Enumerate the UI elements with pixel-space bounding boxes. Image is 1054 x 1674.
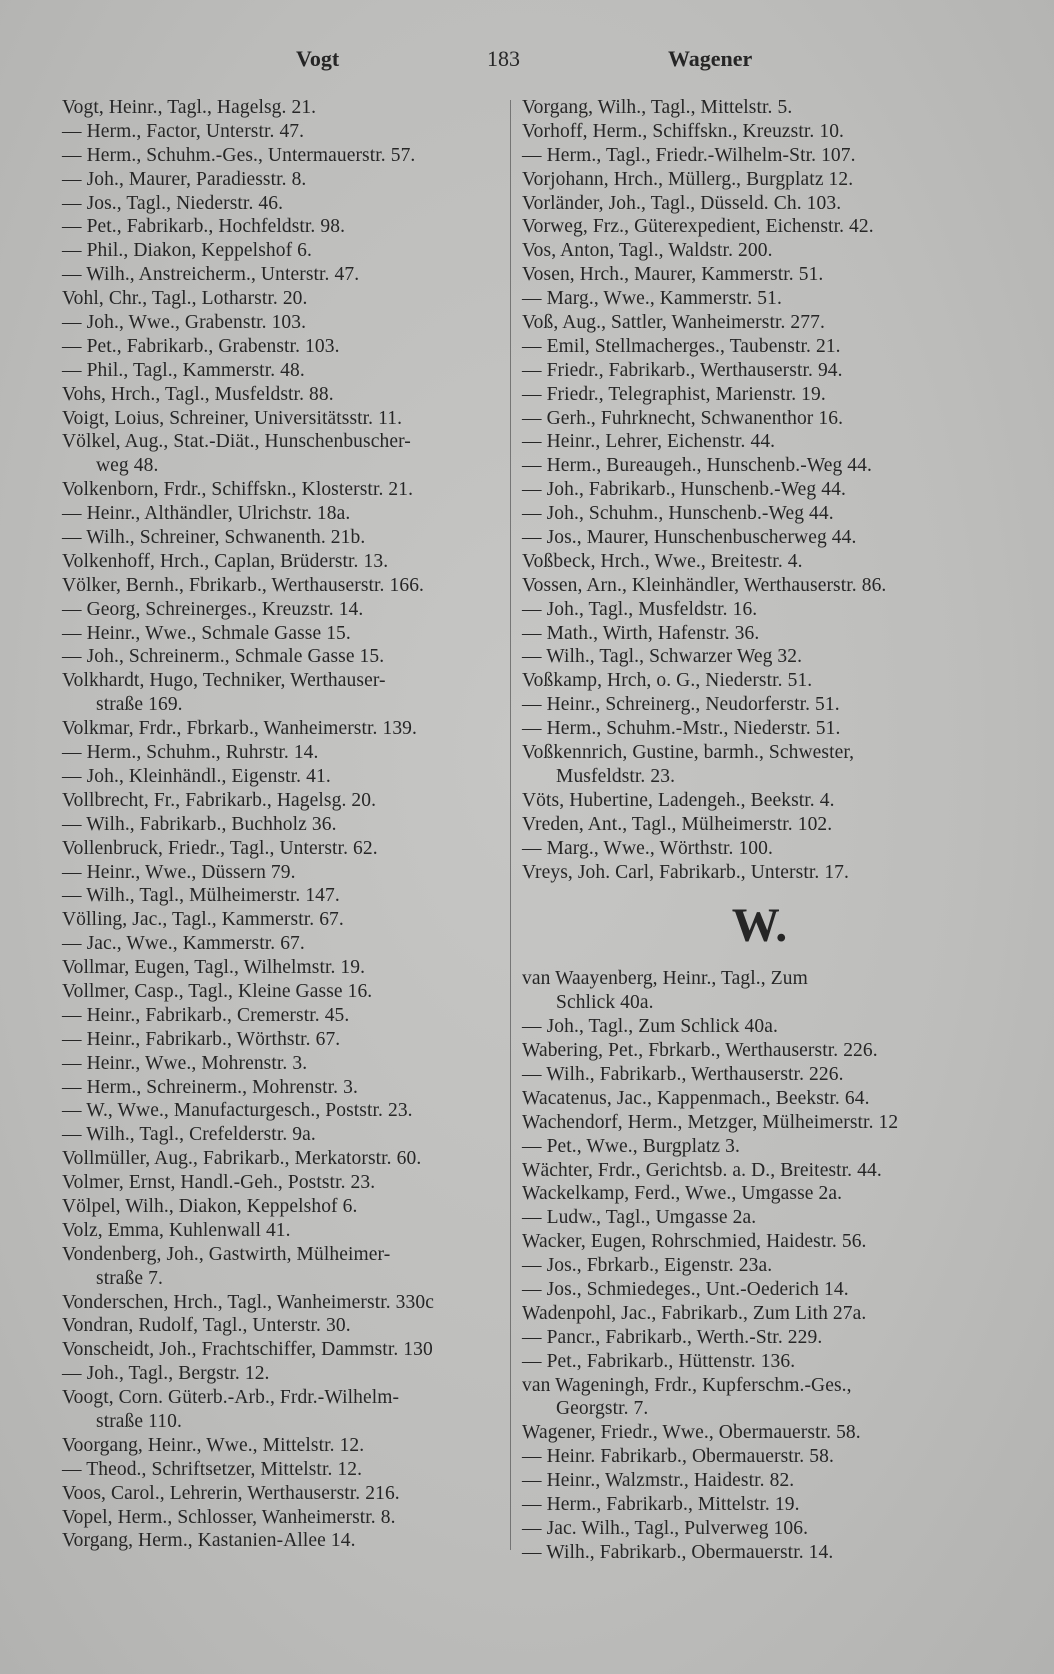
directory-entry: Vosen, Hrch., Maurer, Kammerstr. 51.	[522, 264, 824, 286]
directory-entry: Vollenbruck, Friedr., Tagl., Unterstr. 62.	[62, 837, 378, 859]
directory-entry: Vossen, Arn., Kleinhändler, Werthauserstr. 86.	[522, 574, 887, 596]
directory-entry: — Herm., Tagl., Friedr.-Wilhelm-Str. 107.	[522, 144, 856, 166]
directory-entry: — Pet., Fabrikarb., Grabenstr. 103.	[62, 335, 340, 357]
directory-entry: — Jac., Wwe., Kammerstr. 67.	[62, 933, 305, 955]
directory-entry: — Wilh., Tagl., Schwarzer Weg 32.	[522, 646, 803, 668]
directory-entry: Vohl, Chr., Tagl., Lotharstr. 20.	[62, 288, 308, 310]
directory-entry: — Herm., Bureaugeh., Hunschenb.-Weg 44.	[522, 455, 872, 477]
directory-entry: — Jac. Wilh., Tagl., Pulverweg 106.	[522, 1517, 809, 1539]
directory-entry: Wacatenus, Jac., Kappenmach., Beekstr. 64.	[522, 1087, 870, 1109]
directory-entry: Wabering, Pet., Fbrkarb., Werthauserstr. 226.	[522, 1040, 878, 1062]
directory-entry: Völling, Jac., Tagl., Kammerstr. 67.	[62, 909, 344, 931]
directory-entry: Voß, Aug., Sattler, Wanheimerstr. 277.	[522, 312, 825, 334]
directory-entry: — Herm., Schuhm.-Ges., Untermauerstr. 57.	[62, 144, 416, 166]
directory-entry: Vos, Anton, Tagl., Waldstr. 200.	[522, 240, 773, 262]
directory-entry: Voigt, Loius, Schreiner, Universitätsstr. 11.	[62, 407, 403, 429]
directory-entry: van Wageningh, Frdr., Kupferschm.-Ges.,	[522, 1374, 852, 1396]
directory-entry: — Heinr., Wwe., Mohrenstr. 3.	[62, 1052, 308, 1074]
directory-entry: Wachendorf, Herm., Metzger, Mülheimerstr. 12	[522, 1111, 899, 1133]
entry-continuation: straße 169.	[96, 694, 183, 716]
directory-entry: Völkel, Aug., Stat.-Diät., Hunschenbuscher-	[62, 431, 411, 453]
directory-entry: — Herm., Fabrikarb., Mittelstr. 19.	[522, 1493, 800, 1515]
running-head-right: Wagener	[668, 46, 753, 71]
directory-entry: — Jos., Fbrkarb., Eigenstr. 23a.	[522, 1255, 773, 1277]
section-heading: W.	[731, 899, 788, 953]
directory-entry: — Joh., Schreinerm., Schmale Gasse 15.	[62, 646, 385, 668]
directory-entry: — Joh., Fabrikarb., Hunschenb.-Weg 44.	[522, 479, 846, 501]
directory-entry: — Jos., Tagl., Niederstr. 46.	[62, 192, 284, 214]
directory-entry: — Joh., Maurer, Paradiesstr. 8.	[62, 168, 307, 190]
directory-entry: Wächter, Frdr., Gerichtsb. a. D., Breitestr. 44.	[522, 1159, 882, 1181]
directory-entry: — Heinr., Fabrikarb., Cremerstr. 45.	[62, 1004, 350, 1026]
directory-entry: — Joh., Schuhm., Hunschenb.-Weg 44.	[522, 503, 834, 525]
directory-entry: Vorhoff, Herm., Schiffskn., Kreuzstr. 10.	[522, 120, 845, 142]
directory-entry: Volkenborn, Frdr., Schiffskn., Klosterstr. 21.	[62, 479, 414, 501]
directory-entry: Wackelkamp, Ferd., Wwe., Umgasse 2a.	[522, 1183, 843, 1205]
directory-entry: — Pet., Fabrikarb., Hochfeldstr. 98.	[62, 216, 346, 238]
directory-entry: Voßbeck, Hrch., Wwe., Breitestr. 4.	[522, 550, 803, 572]
directory-entry: Volz, Emma, Kuhlenwall 41.	[62, 1219, 291, 1241]
directory-entry: Vorjohann, Hrch., Müllerg., Burgplatz 12.	[522, 168, 854, 190]
directory-entry: — Ludw., Tagl., Umgasse 2a.	[522, 1207, 757, 1229]
directory-entry: — Wilh., Anstreicherm., Unterstr. 47.	[62, 264, 360, 286]
directory-entry: — Joh., Tagl., Zum Schlick 40a.	[522, 1016, 778, 1038]
directory-entry: — Herm., Factor, Unterstr. 47.	[62, 120, 305, 142]
entry-continuation: straße 110.	[96, 1410, 182, 1432]
directory-entry: — Wilh., Fabrikarb., Buchholz 36.	[62, 813, 337, 835]
entry-continuation: Musfeldstr. 23.	[556, 765, 676, 787]
directory-entry: Vöts, Hubertine, Ladengeh., Beekstr. 4.	[522, 789, 835, 811]
directory-entry: — Math., Wirth, Hafenstr. 36.	[522, 622, 760, 644]
directory-entry: — Wilh., Fabrikarb., Werthauserstr. 226.	[522, 1063, 844, 1085]
directory-entry: Vogt, Heinr., Tagl., Hagelsg. 21.	[62, 97, 317, 118]
directory-entry: — Theod., Schriftsetzer, Mittelstr. 12.	[62, 1458, 363, 1480]
directory-entry: Vreys, Joh. Carl, Fabrikarb., Unterstr. 17.	[522, 861, 849, 883]
directory-entry: Voorgang, Heinr., Wwe., Mittelstr. 12.	[62, 1434, 365, 1456]
directory-entry: Voßkamp, Hrch, o. G., Niederstr. 51.	[522, 670, 813, 692]
directory-entry: Volkenhoff, Hrch., Caplan, Brüderstr. 13.	[62, 550, 389, 572]
directory-entry: Wacker, Eugen, Rohrschmied, Haidestr. 56.	[522, 1231, 867, 1253]
directory-entry: — Phil., Diakon, Keppelshof 6.	[62, 240, 312, 262]
directory-entry: — Pet., Wwe., Burgplatz 3.	[522, 1135, 740, 1157]
page-number: 183	[487, 46, 520, 71]
directory-entry: — Marg., Wwe., Kammerstr. 51.	[522, 288, 782, 310]
directory-entry: — Heinr. Fabrikarb., Obermauerstr. 58.	[522, 1446, 834, 1468]
directory-entry: — Wilh., Fabrikarb., Obermauerstr. 14.	[522, 1541, 834, 1563]
directory-entry: — Wilh., Tagl., Mülheimerstr. 147.	[62, 885, 340, 907]
directory-entry: — Joh., Tagl., Bergstr. 12.	[62, 1363, 270, 1385]
directory-entry: Vorgang, Wilh., Tagl., Mittelstr. 5.	[522, 97, 793, 118]
entry-continuation: Georgstr. 7.	[556, 1398, 649, 1420]
directory-entry: — Heinr., Wwe., Düssern 79.	[62, 861, 296, 883]
directory-entry: — Wilh., Tagl., Crefelderstr. 9a.	[62, 1124, 316, 1146]
directory-entry: Vollbrecht, Fr., Fabrikarb., Hagelsg. 20.	[62, 789, 377, 811]
directory-entry: Volkhardt, Hugo, Techniker, Werthauser-	[62, 670, 386, 692]
directory-entry: — Jos., Maurer, Hunschenbuscherweg 44.	[522, 527, 857, 549]
directory-entry: Vonscheidt, Joh., Frachtschiffer, Dammstr. 130	[62, 1339, 433, 1361]
directory-entry: — Herm., Schreinerm., Mohrenstr. 3.	[62, 1076, 358, 1098]
directory-entry: — Pancr., Fabrikarb., Werth.-Str. 229.	[522, 1326, 823, 1348]
directory-entry: — Georg, Schreinerges., Kreuzstr. 14.	[62, 598, 364, 620]
directory-entry: Vorgang, Herm., Kastanien-Allee 14.	[62, 1530, 356, 1552]
directory-entry: van Waayenberg, Heinr., Tagl., Zum	[522, 968, 808, 990]
directory-entry: — Joh., Kleinhändl., Eigenstr. 41.	[62, 765, 331, 787]
directory-entry: — Wilh., Schreiner, Schwanenth. 21b.	[62, 527, 366, 549]
directory-entry: — Emil, Stellmacherges., Taubenstr. 21.	[522, 335, 841, 357]
running-head-left: Vogt	[296, 46, 340, 71]
directory-entry: Vollmar, Eugen, Tagl., Wilhelmstr. 19.	[62, 957, 366, 979]
directory-entry: Voos, Carol., Lehrerin, Werthauserstr. 216.	[62, 1482, 400, 1504]
directory-entry: Vondenberg, Joh., Gastwirth, Mülheimer-	[62, 1243, 391, 1265]
directory-entry: — Heinr., Fabrikarb., Wörthstr. 67.	[62, 1028, 341, 1050]
entry-continuation: straße 7.	[96, 1267, 163, 1289]
directory-entry: Vohs, Hrch., Tagl., Musfeldstr. 88.	[62, 383, 334, 405]
directory-entry: — Herm., Schuhm., Ruhrstr. 14.	[62, 742, 319, 764]
directory-entry: Vollmüller, Aug., Fabrikarb., Merkatorstr. 60.	[62, 1148, 422, 1170]
directory-entry: Völpel, Wilh., Diakon, Keppelshof 6.	[62, 1195, 358, 1217]
directory-entry: — Heinr., Schreinerg., Neudorferstr. 51.	[522, 694, 840, 716]
directory-entry: Vorweg, Frz., Güterexpedient, Eichenstr. 42.	[522, 216, 874, 238]
entry-continuation: weg 48.	[96, 455, 159, 477]
left-column	[62, 96, 502, 1553]
directory-entry: Vorländer, Joh., Tagl., Düsseld. Ch. 103.	[522, 192, 842, 214]
directory-entry: Voßkennrich, Gustine, barmh., Schwester,	[522, 742, 855, 764]
directory-entry: Volmer, Ernst, Handl.-Geh., Poststr. 23.	[62, 1172, 376, 1194]
directory-entry: — Heinr., Althändler, Ulrichstr. 18a.	[62, 503, 351, 525]
directory-entry: — Joh., Wwe., Grabenstr. 103.	[62, 312, 307, 334]
directory-entry: — Heinr., Walzmstr., Haidestr. 82.	[522, 1470, 795, 1492]
directory-entry: Vondran, Rudolf, Tagl., Unterstr. 30.	[62, 1315, 351, 1337]
right-column	[522, 96, 997, 1565]
directory-entry: — Jos., Schmiedeges., Unt.-Oederich 14.	[522, 1278, 849, 1300]
directory-entry: — Friedr., Telegraphist, Marienstr. 19.	[522, 383, 826, 405]
column-divider	[510, 100, 511, 1550]
directory-entry: — Gerh., Fuhrknecht, Schwanenthor 16.	[522, 407, 844, 429]
directory-entry: — Joh., Tagl., Musfeldstr. 16.	[522, 598, 758, 620]
directory-entry: — Heinr., Wwe., Schmale Gasse 15.	[62, 622, 351, 644]
directory-entry: Wadenpohl, Jac., Fabrikarb., Zum Lith 27a.	[522, 1302, 867, 1324]
entry-continuation: Schlick 40a.	[556, 992, 654, 1014]
directory-entry: Vreden, Ant., Tagl., Mülheimerstr. 102.	[522, 813, 833, 835]
directory-entry: — Herm., Schuhm.-Mstr., Niederstr. 51.	[522, 718, 841, 740]
directory-entry: — Marg., Wwe., Wörthstr. 100.	[522, 837, 773, 859]
directory-entry: Vonderschen, Hrch., Tagl., Wanheimerstr. 330c	[62, 1291, 434, 1313]
directory-entry: Volkmar, Frdr., Fbrkarb., Wanheimerstr. 139.	[62, 718, 417, 740]
directory-entry: Völker, Bernh., Fbrikarb., Werthauserstr. 166.	[62, 574, 425, 596]
directory-entry: — Phil., Tagl., Kammerstr. 48.	[62, 359, 305, 381]
directory-entry: Voogt, Corn. Güterb.-Arb., Frdr.-Wilhelm-	[62, 1387, 400, 1409]
directory-entry: Vopel, Herm., Schlosser, Wanheimerstr. 8.	[62, 1506, 396, 1528]
directory-entry: Vollmer, Casp., Tagl., Kleine Gasse 16.	[62, 980, 373, 1002]
directory-entry: — Pet., Fabrikarb., Hüttenstr. 136.	[522, 1350, 796, 1372]
directory-entry: — W., Wwe., Manufacturgesch., Poststr. 23.	[62, 1100, 413, 1122]
directory-entry: — Heinr., Lehrer, Eichenstr. 44.	[522, 431, 776, 453]
directory-entry: Wagener, Friedr., Wwe., Obermauerstr. 58.	[522, 1422, 861, 1444]
directory-entry: — Friedr., Fabrikarb., Werthauserstr. 94.	[522, 359, 843, 381]
